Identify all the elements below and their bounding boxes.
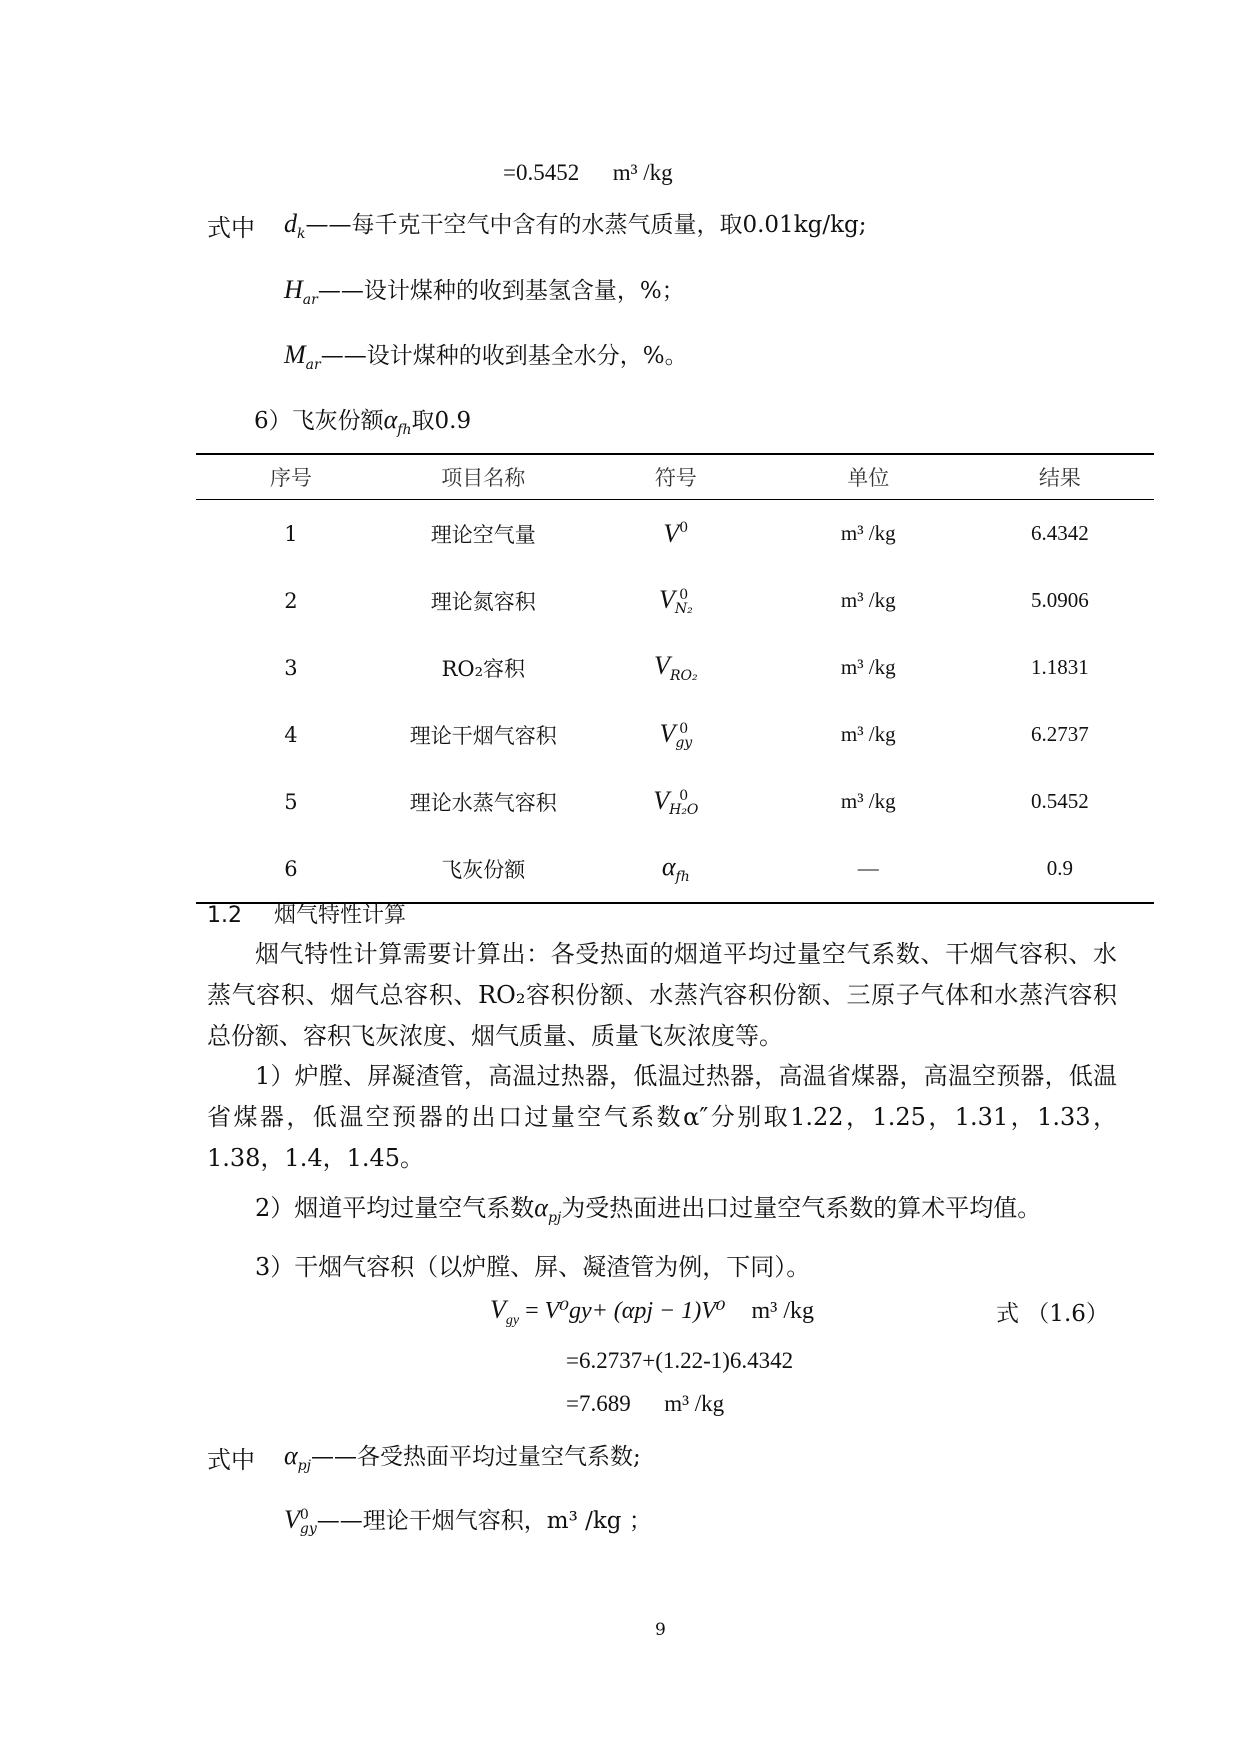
symbol-sub: N₂ <box>674 601 693 618</box>
header-no: 序号 <box>196 454 386 500</box>
definition-alpha-pj <box>284 1438 641 1474</box>
symbol-sup: 0 <box>679 587 689 604</box>
cell-symbol <box>581 634 771 701</box>
cell-no: 2 <box>284 588 298 613</box>
cell-name: RO₂容积 <box>441 656 526 681</box>
formula-line: $V_{gy} = V^0gy+ (\alpha pj - 1)V^0$ m³ /kg <box>490 1295 815 1328</box>
cell-unit: — <box>771 835 966 903</box>
definition-text: ——每千克干空气中含有的水蒸气质量，取0.01kg/kg; <box>305 212 867 238</box>
cell-result: 1.1831 <box>1030 655 1089 679</box>
cell-unit: m³ /kg <box>840 789 896 813</box>
cell-result: 0.5452 <box>1030 789 1089 813</box>
cell-no: 3 <box>284 655 298 680</box>
symbol-sup: 0 <box>679 721 689 738</box>
definition-mar <box>284 337 688 373</box>
table-row <box>196 567 1154 634</box>
symbol-sub: RO₂ <box>669 668 698 684</box>
formula-step-2-unit: m³ /kg <box>664 1391 725 1416</box>
cell-symbol <box>581 567 771 634</box>
item-6-prefix: 6）飞灰份额 <box>254 408 384 434</box>
definition-symbol: H <box>284 275 303 304</box>
formula-lhs: V <box>490 1295 506 1324</box>
symbol-sup: 0 <box>679 519 689 536</box>
definition-subscript: ar <box>305 357 321 373</box>
where-label-1: 式中 <box>207 214 255 242</box>
cell-name: 理论水蒸气容积 <box>409 790 557 815</box>
cell-symbol <box>581 701 771 768</box>
definition-text: ——理论干烟气容积，m³ /kg ； <box>316 1508 652 1534</box>
table-row <box>196 835 1154 903</box>
header-result: 结果 <box>966 454 1154 500</box>
symbol-main: V <box>654 651 670 680</box>
p2-subscript: pj <box>547 1210 562 1226</box>
definition-text: ——设计煤种的收到基全水分，%。 <box>320 343 688 369</box>
cell-result: 6.2737 <box>1030 722 1089 746</box>
definition-text: ——各受热面平均过量空气系数; <box>310 1444 641 1470</box>
symbol-main: V <box>663 518 680 548</box>
symbol-main: V <box>658 584 675 614</box>
formula-step-2-line <box>566 1391 724 1417</box>
formula-label: 式 （1.6） <box>996 1301 1109 1327</box>
symbol-sub: gy <box>675 735 693 752</box>
symbol-main: V <box>659 718 676 748</box>
table-header-row <box>196 454 1154 500</box>
p2-prefix: 2）烟道平均过量空气系数 <box>255 1194 535 1222</box>
cell-unit: m³ /kg <box>840 655 896 679</box>
paragraph-3: 3）干烟气容积（以炉膛、屏、凝渣管为例，下同）。 <box>255 1253 811 1281</box>
cell-no: 4 <box>284 722 298 747</box>
definition-symbol: V <box>284 1505 300 1534</box>
definition-text: ——设计煤种的收到基氢含量，%； <box>317 278 685 304</box>
definition-subscript: gy <box>299 1521 317 1537</box>
header-unit: 单位 <box>771 454 966 500</box>
cell-symbol <box>581 500 771 568</box>
cell-no: 1 <box>284 521 298 546</box>
table-row <box>196 768 1154 835</box>
top-result-line <box>503 160 673 186</box>
header-name: 项目名称 <box>386 454 581 500</box>
top-result-unit: m³ /kg <box>612 160 673 185</box>
symbol-sup: 0 <box>679 788 689 805</box>
cell-result: 0.9 <box>966 835 1154 903</box>
cell-name: 理论氮容积 <box>430 589 536 614</box>
table-row <box>196 634 1154 701</box>
cell-no: 6 <box>196 835 386 903</box>
cell-result: 6.4342 <box>1030 521 1089 545</box>
formula-step-2: =7.689 <box>566 1391 631 1416</box>
item-6-subscript: fh <box>397 422 412 438</box>
paragraph-2 <box>255 1188 1041 1226</box>
cell-name: 飞灰份额 <box>386 835 581 903</box>
table-row <box>196 701 1154 768</box>
cell-symbol <box>581 835 771 903</box>
item-6-suffix: 取0.9 <box>411 408 472 434</box>
symbol-sub: H₂O <box>669 802 699 819</box>
results-table <box>196 453 1154 904</box>
cell-result: 5.0906 <box>1030 588 1089 612</box>
definition-symbol: α <box>284 1441 298 1470</box>
symbol-main: V <box>653 785 670 815</box>
formula-lhs-subscript: gy <box>505 1313 520 1328</box>
cell-name: 理论干烟气容积 <box>409 723 557 748</box>
formula-step-1: =6.2737+(1.22-1)6.4342 <box>566 1348 794 1373</box>
definition-superscript: 0 <box>299 1507 309 1523</box>
cell-unit: m³ /kg <box>840 521 896 545</box>
section-number: 1.2 <box>207 903 242 928</box>
definition-subscript: ar <box>302 292 318 308</box>
symbol-sub: fh <box>675 869 690 885</box>
definition-subscript: k <box>297 226 306 242</box>
cell-unit: m³ /kg <box>840 588 896 612</box>
header-symbol: 符号 <box>581 454 771 500</box>
cell-name: 理论空气量 <box>430 522 536 547</box>
formula-body: V⁰gy+ (αpj − 1)V⁰ <box>544 1298 726 1324</box>
definition-har <box>284 272 685 308</box>
definition-dk <box>284 206 867 242</box>
definition-symbol: M <box>284 340 306 369</box>
cell-no: 5 <box>284 789 298 814</box>
symbol-main: α <box>661 852 676 881</box>
table-row <box>196 500 1154 568</box>
section-title: 烟气特性计算 <box>274 903 407 928</box>
definition-vgy <box>284 1502 652 1536</box>
cell-symbol <box>581 768 771 835</box>
page-number: 9 <box>655 1620 666 1640</box>
intro-paragraph: 烟气特性计算需要计算出：各受热面的烟道平均过量空气系数、干烟气容积、水蒸气容积、烟气总容积、RO₂容积份额、水蒸汽容积份额、三原子气体和水蒸汽容积总份额、容积飞灰浓度、烟气质量、质量飞灰浓度等。 <box>207 940 1117 1050</box>
formula-unit: m³ /kg <box>751 1298 815 1324</box>
item-6-symbol: α <box>383 405 398 434</box>
section-heading <box>207 898 406 929</box>
cell-unit: m³ /kg <box>840 722 896 746</box>
p2-suffix: 为受热面进出口过量空气系数的算术平均值。 <box>561 1194 1042 1222</box>
definition-subscript: pj <box>297 1458 311 1474</box>
where-label-2: 式中 <box>207 1446 255 1474</box>
item-6-line <box>254 402 471 438</box>
paragraph-1: 1）炉膛、屏凝渣管，高温过热器，低温过热器，高温省煤器，高温空预器，低温省煤器，低温空预器的出口过量空气系数α″分别取1.22，1.25，1.31，1.33，1.38，1.4，1.45。 <box>207 1062 1117 1172</box>
definition-symbol: d <box>284 209 297 238</box>
p2-symbol: α <box>534 1193 548 1222</box>
top-result-value: =0.5452 <box>503 160 580 185</box>
